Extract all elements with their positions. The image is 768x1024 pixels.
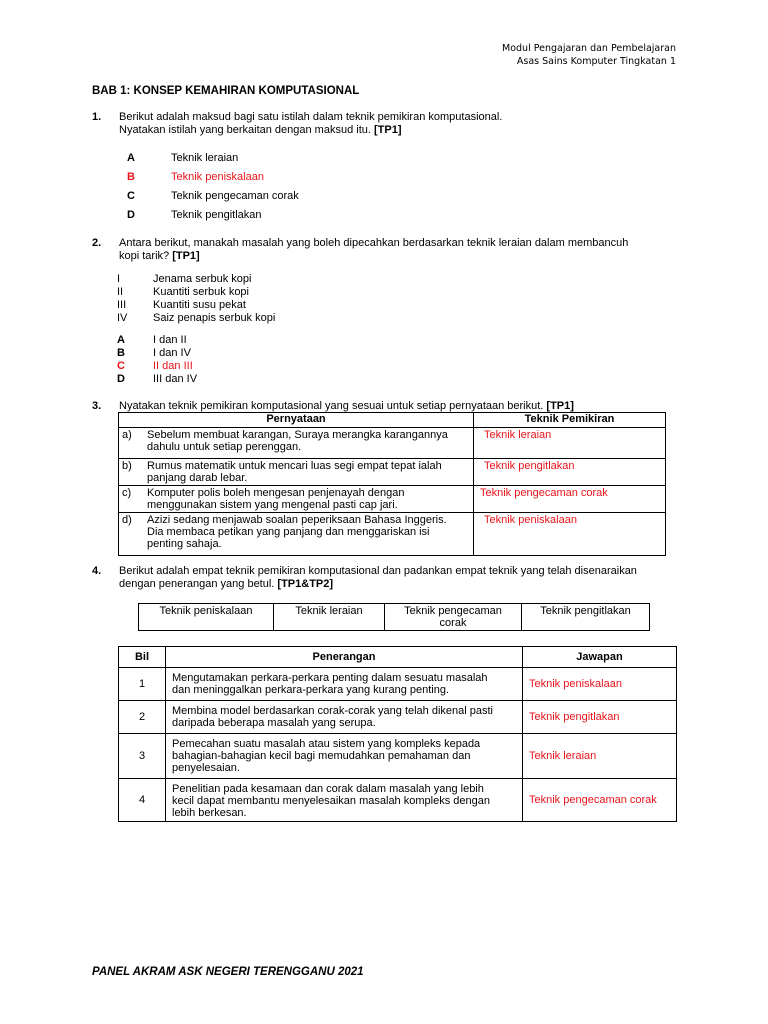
- row-number: 4: [119, 779, 166, 822]
- q4-table-header: [119, 647, 677, 668]
- row-label: c): [122, 487, 132, 499]
- page-footer: PANEL AKRAM ASK NEGERI TERENGGANU 2021: [92, 966, 364, 978]
- choice-line: Teknik pengitlakan: [540, 605, 631, 617]
- q1-tag: [TP1]: [374, 124, 402, 136]
- statement-numeral: IV: [117, 312, 128, 324]
- choice-line: Teknik leraian: [295, 605, 363, 617]
- description-cell: [166, 701, 523, 734]
- q2-statement-i: [117, 273, 275, 286]
- q4-choices-row: [139, 604, 650, 631]
- q4-tag: [TP1&TP2]: [277, 578, 334, 590]
- statement-text: Kuantiti susu pekat: [153, 299, 246, 311]
- q2-tag: [TP1]: [172, 250, 200, 262]
- option-letter: D: [117, 373, 125, 385]
- q2-statement-ii: [117, 286, 275, 299]
- chapter-title: BAB 1: KONSEP KEMAHIRAN KOMPUTASIONAL: [92, 85, 360, 97]
- page-header: [502, 42, 676, 68]
- statement-text: Kuantiti serbuk kopi: [153, 286, 249, 298]
- description-line: dan meninggalkan perkara-perkara yang kurang penting.: [172, 684, 450, 696]
- q2-line2: [119, 250, 628, 263]
- q3-header-teknik: Teknik Pemikiran: [474, 413, 666, 428]
- description-line: daripada beberapa masalah yang serupa.: [172, 717, 376, 729]
- q3-line1: Nyatakan teknik pemikiran komputasional yang sesuai untuk setiap pernyataan berikut.: [119, 400, 544, 412]
- q3-answer-cell[interactable]: Teknik peniskalaan: [474, 513, 666, 556]
- q3-statement-cell: [119, 459, 474, 486]
- description-line: Penelitian pada kesamaan dan corak dalam masalah yang lebih: [172, 783, 484, 795]
- q4-header-jawapan: Jawapan: [523, 647, 677, 668]
- q3-tag: [TP1]: [546, 400, 574, 412]
- description-cell: [166, 779, 523, 822]
- q3-table: [118, 412, 666, 556]
- q4-line2: [119, 578, 637, 591]
- q1-option-b[interactable]: [127, 168, 299, 187]
- statement-line: Sebelum membuat karangan, Suraya merangka karangannya: [147, 429, 448, 441]
- q2-option-d[interactable]: [117, 373, 197, 386]
- q2-statements: [117, 273, 275, 325]
- q4-table: [118, 646, 677, 822]
- description-line: bahagian-bahagian kecil bagi memudahkan pemahaman dan: [172, 750, 471, 762]
- option-text: Teknik pengecaman corak: [171, 190, 299, 202]
- statement-line: panjang darab lebar.: [147, 472, 248, 484]
- description-line: lebih berkesan.: [172, 807, 247, 819]
- q2-line1: Antara berikut, manakah masalah yang boleh dipecahkan berdasarkan teknik leraian dalam membancuh: [119, 237, 629, 249]
- row-number: 1: [119, 668, 166, 701]
- option-text: Teknik leraian: [171, 152, 239, 164]
- q4-header-penerangan: Penerangan: [166, 647, 523, 668]
- q4-number: 4.: [92, 565, 102, 577]
- table-row: [119, 486, 666, 513]
- option-letter: C: [127, 190, 135, 202]
- q1-line2: [119, 124, 502, 137]
- q2-option-b[interactable]: [117, 347, 197, 360]
- choice-line: Teknik pengecaman: [404, 605, 502, 617]
- choice-line: corak: [439, 617, 467, 629]
- q3-answer-cell[interactable]: Teknik pengecaman corak: [474, 486, 666, 513]
- option-text: I dan II: [153, 334, 187, 346]
- table-row: [119, 734, 677, 779]
- option-letter: B: [117, 347, 125, 359]
- statement-text: Saiz penapis serbuk kopi: [153, 312, 276, 324]
- statement-line: menggunakan sistem yang mengenal pasti cap jari.: [147, 499, 398, 511]
- q3-number: 3.: [92, 400, 102, 412]
- q3-statement-cell: [119, 513, 474, 556]
- q2-option-c[interactable]: [117, 360, 197, 373]
- q4-text: [119, 565, 637, 591]
- option-text: II dan III: [153, 360, 193, 372]
- q4-choices-box: [138, 603, 650, 631]
- description-line: Mengutamakan perkara-perkara penting dalam sesuatu masalah: [172, 672, 488, 684]
- option-text: Teknik peniskalaan: [171, 171, 264, 183]
- q4-header-bil: Bil: [119, 647, 166, 668]
- q4-answer-cell[interactable]: Teknik pengecaman corak: [523, 779, 677, 822]
- statement-line: Komputer polis boleh mengesan penjenayah dengan: [147, 487, 405, 499]
- statement-numeral: III: [117, 299, 127, 311]
- option-text: Teknik pengitlakan: [171, 209, 262, 221]
- q4-answer-cell[interactable]: Teknik leraian: [523, 734, 677, 779]
- row-label: d): [122, 514, 132, 526]
- description-cell: [166, 734, 523, 779]
- option-text: I dan IV: [153, 347, 191, 359]
- table-row: [119, 459, 666, 486]
- table-row: [119, 513, 666, 556]
- q3-answer-cell[interactable]: Teknik leraian: [474, 428, 666, 459]
- description-line: kecil dapat membantu menyelesaikan masalah kompleks dengan: [172, 795, 490, 807]
- description-line: penyelesaian.: [172, 762, 240, 774]
- statement-line: dahulu untuk setiap perenggan.: [147, 441, 302, 453]
- q2-text: [119, 237, 628, 263]
- q3-table-header: [119, 413, 666, 428]
- option-letter: D: [127, 209, 135, 221]
- option-text: III dan IV: [153, 373, 198, 385]
- description-cell: [166, 668, 523, 701]
- table-row: [119, 428, 666, 459]
- table-row: [119, 668, 677, 701]
- q1-option-c[interactable]: [127, 187, 299, 206]
- option-letter: B: [127, 171, 135, 183]
- q2-option-a[interactable]: [117, 334, 197, 347]
- q1-number: 1.: [92, 111, 102, 123]
- choice-cell[interactable]: [522, 604, 650, 631]
- row-label: a): [122, 429, 132, 441]
- q3-header-pernyataan: Pernyataan: [119, 413, 474, 428]
- description-line: Membina model berdasarkan corak-corak yang telah dikenal pasti: [172, 705, 494, 717]
- q4-line1: Berikut adalah empat teknik pemikiran komputasional dan padankan empat teknik yang telah disenaraikan: [119, 565, 637, 577]
- statement-line: Rumus matematik untuk mencari luas segi empat tepat ialah: [147, 460, 442, 472]
- q2-line2-text: kopi tarik?: [119, 250, 170, 262]
- q2-statement-iv: [117, 312, 275, 325]
- row-label: b): [122, 460, 132, 472]
- q4-answer-cell[interactable]: Teknik pengitlakan: [523, 701, 677, 734]
- table-row: [119, 701, 677, 734]
- choice-cell[interactable]: [385, 604, 522, 631]
- statement-line: Azizi sedang menjawab soalan peperiksaan Bahasa Inggeris.: [147, 514, 447, 526]
- statement-numeral: I: [117, 273, 121, 285]
- statement-numeral: II: [117, 286, 124, 298]
- choice-line: Teknik peniskalaan: [159, 605, 253, 617]
- q3-statement-cell: [119, 486, 474, 513]
- q4-answer-cell[interactable]: Teknik peniskalaan: [523, 668, 677, 701]
- option-letter: A: [127, 152, 135, 164]
- statement-text: Jenama serbuk kopi: [153, 273, 252, 285]
- q1-option-d[interactable]: [127, 206, 299, 225]
- choice-cell[interactable]: [139, 604, 274, 631]
- header-module-title: Modul Pengajaran dan Pembelajaran: [502, 43, 676, 54]
- row-number: 2: [119, 701, 166, 734]
- header-subject: Asas Sains Komputer Tingkatan 1: [516, 56, 676, 67]
- q1-option-a[interactable]: [127, 149, 299, 168]
- q2-statement-iii: [117, 299, 275, 312]
- q2-number: 2.: [92, 237, 102, 249]
- q1-options: [127, 149, 299, 225]
- q1-line2-text: Nyatakan istilah yang berkaitan dengan maksud itu.: [119, 124, 371, 136]
- option-letter: C: [117, 360, 125, 372]
- description-line: Pemecahan suatu masalah atau sistem yang kompleks kepada: [172, 738, 481, 750]
- q3-answer-cell[interactable]: Teknik pengitlakan: [474, 459, 666, 486]
- option-letter: A: [117, 334, 125, 346]
- row-number: 3: [119, 734, 166, 779]
- q3-statement-cell: [119, 428, 474, 459]
- q4-line2-text: dengan penerangan yang betul.: [119, 578, 275, 590]
- q1-text: [119, 111, 502, 137]
- q1-line1: Berikut adalah maksud bagi satu istilah dalam teknik pemikiran komputasional.: [119, 111, 503, 123]
- statement-line: penting sahaja.: [147, 538, 222, 550]
- table-row: [119, 779, 677, 822]
- statement-line: Dia membaca petikan yang panjang dan menggariskan isi: [147, 526, 430, 538]
- choice-cell[interactable]: [274, 604, 385, 631]
- q2-options: [117, 334, 197, 386]
